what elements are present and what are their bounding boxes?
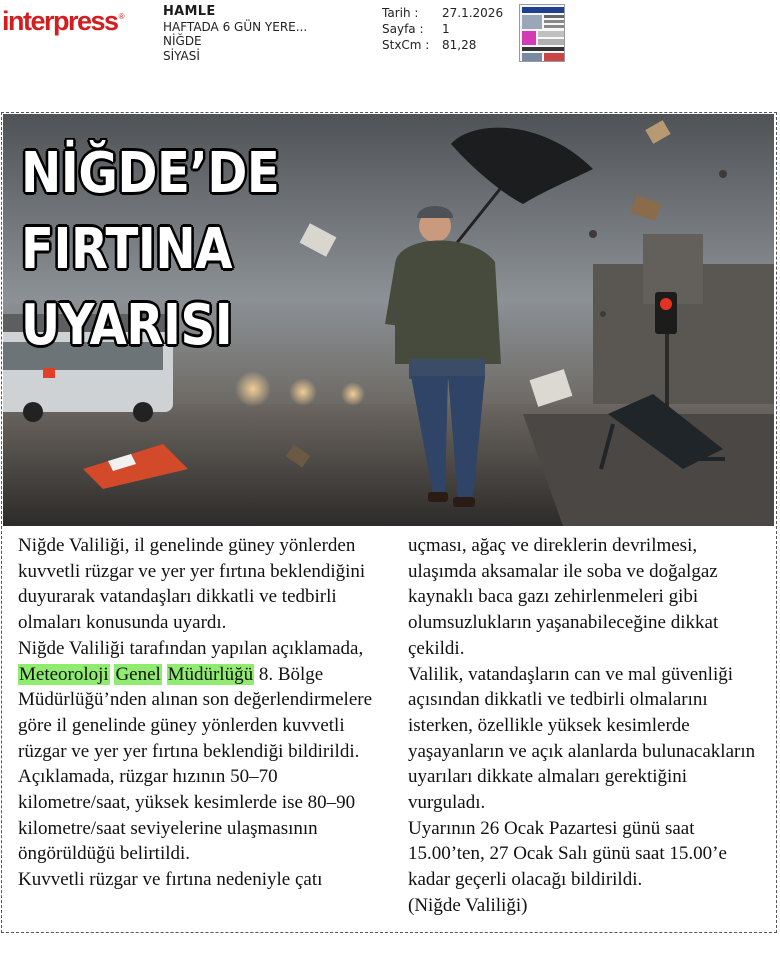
highlight-meteoroloji: Meteoroloji	[19, 663, 109, 685]
headline-line-1: NİĞDE’DE	[21, 141, 280, 206]
highlight-genel: Genel	[115, 663, 161, 685]
publication-name: HAMLE	[163, 4, 216, 19]
stxcm-value: 81,28	[442, 38, 477, 52]
article-column-1	[18, 533, 378, 919]
page-value: 1	[442, 22, 450, 36]
clipping-info	[163, 5, 307, 63]
source-credit: (Niğde Valiliği)	[408, 894, 528, 916]
paragraph-4: Kuvvetli rüzgar ve fırtına nedeniyle çatı	[18, 869, 323, 891]
publication-city: NİĞDE	[163, 34, 202, 48]
paragraph-3: Açıklamada, rüzgar hızının 50–70 kilometre/saat, yüksek kesimlerde ise 80–90 kilometre/saat seviyelerine ulaşmasının öngörüldüğü belirtildi.	[18, 766, 356, 865]
storm-photo	[3, 114, 774, 526]
headline	[21, 136, 279, 364]
page-row	[382, 21, 503, 37]
page-label: Sayfa :	[382, 22, 424, 36]
paragraph-2	[18, 636, 378, 765]
stxcm-row	[382, 37, 503, 53]
article-body	[18, 533, 768, 919]
interpress-logo	[2, 6, 124, 36]
publication-frequency: HAFTADA 6 GÜN YERE...	[163, 19, 308, 34]
page-thumbnail-image	[520, 5, 565, 62]
paragraph-5: uçması, ağaç ve direklerin devrilmesi, ulaşımda aksamalar ile soba ve doğalgaz kaynaklı baca gazı zehirlenmeleri gibi olumsuzlukların yaşanabileceğine dikkat çekildi.	[408, 535, 719, 659]
paragraph-6: Valilik, vatandaşların can ve mal güvenliği açısından dikkatli ve tedbirli olmalarını isterken, özellikle yüksek kesimlerde yaşayanların ve açık alanlarda bulunacakların uyarıları dikkate almaları gerektiğini vurguladı.	[408, 663, 756, 814]
date-row	[382, 5, 503, 21]
publication-category: SİYASİ	[163, 48, 200, 63]
paragraph-1: Niğde Valiliği, il genelinde güney yönlerden kuvvetli rüzgar ve yer yer fırtına beklendiğini duyurarak vatandaşları dikkatli ve tedbirli olmaları konusunda uyardı.	[18, 535, 366, 634]
news-clipping	[1, 112, 777, 933]
registered-mark: ®	[118, 12, 125, 21]
date-value: 27.1.2026	[442, 6, 504, 20]
clipping-stats	[382, 5, 503, 53]
paragraph-7: Uyarının 26 Ocak Pazartesi günü saat 15.00’ten, 27 Ocak Salı günü saat 15.00’e kadar geçerli olacağı bildirildi.	[408, 817, 727, 891]
date-label: Tarih :	[382, 6, 419, 20]
logo-text: interpress	[2, 6, 118, 36]
headline-line-3: UYARISI	[21, 293, 233, 358]
highlight-mudurlugu: Müdürlüğü	[167, 663, 254, 685]
headline-line-2: FIRTINA	[21, 217, 233, 282]
paragraph-2-rest: 8. Bölge Müdürlüğü’nden alınan son değerlendirmelere göre il genelinde güney yönlerden kuvvetli rüzgar ve yer yer fırtına beklendiği bildirildi.	[18, 663, 373, 762]
page-thumbnail[interactable]	[519, 4, 565, 62]
paragraph-2-intro: Niğde Valiliği tarafından yapılan açıklamada,	[18, 637, 364, 659]
stxcm-label: StxCm :	[382, 38, 430, 52]
article-column-2	[408, 533, 768, 919]
